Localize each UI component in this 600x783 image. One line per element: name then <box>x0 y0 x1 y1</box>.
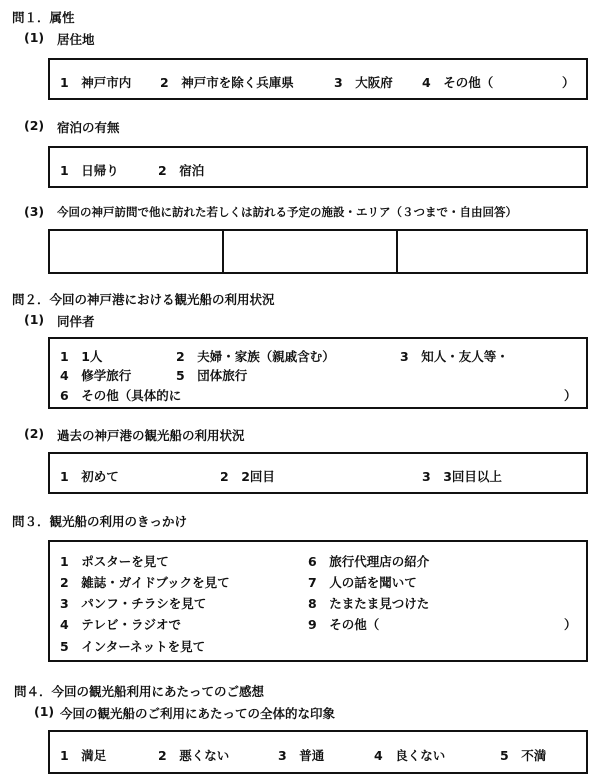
q4-1-option-1[interactable]: 1 満足 <box>60 748 107 763</box>
q4-1-title: 今回の観光船のご利用にあたっての全体的な印象 <box>60 706 336 721</box>
q1-3-free-answer-3[interactable] <box>398 231 586 272</box>
q3-answer-box <box>48 540 588 662</box>
q3-close-paren: ） <box>564 617 577 632</box>
q4-1-option-5[interactable]: 5 不満 <box>500 748 547 763</box>
q1-3-title: 今回の神戸訪問で他に訪れた若しくは訪れる予定の施設・エリア（３つまで・自由回答） <box>57 205 517 219</box>
q2-2-title: 過去の神戸港の観光船の利用状況 <box>57 428 245 443</box>
q1-1-option-3[interactable]: 3 大阪府 <box>334 75 393 90</box>
q2-1-option-1[interactable]: 1 1人 <box>60 349 103 364</box>
q1-1-close-paren: ） <box>562 75 575 90</box>
q2-2-label: (2) <box>24 426 45 441</box>
q2-1-option-3[interactable]: 3 知人・友人等・ <box>400 349 509 364</box>
q1-3-label: (3) <box>24 204 45 219</box>
q2-1-option-5[interactable]: 5 団体旅行 <box>176 368 248 383</box>
q2-heading: 問２．今回の神戸港における観光船の利用状況 <box>12 292 275 307</box>
q1-1-answer-box <box>48 58 588 100</box>
q1-2-label: (2) <box>24 118 45 133</box>
q1-1-option-1[interactable]: 1 神戸市内 <box>60 75 132 90</box>
q1-1-title: 居住地 <box>57 32 95 47</box>
q1-2-option-2[interactable]: 2 宿泊 <box>158 163 205 178</box>
q2-1-answer-box <box>48 337 588 409</box>
q3-option-6[interactable]: 6 旅行代理店の紹介 <box>308 554 430 569</box>
q1-1-label: (1) <box>24 30 45 45</box>
q3-heading: 問３．観光船の利用のきっかけ <box>12 514 188 529</box>
q1-heading: 問１．属性 <box>12 10 75 25</box>
q3-option-7[interactable]: 7 人の話を聞いて <box>308 575 417 590</box>
q4-1-option-4[interactable]: 4 良くない <box>374 748 446 763</box>
q2-2-option-2[interactable]: 2 2回目 <box>220 469 275 484</box>
q3-option-2[interactable]: 2 雑誌・ガイドブックを見て <box>60 575 230 590</box>
q1-3-answer-box <box>48 229 588 274</box>
q4-heading: 問４．今回の観光船利用にあたってのご感想 <box>14 684 265 699</box>
q1-1-option-4[interactable]: 4 その他（ <box>422 75 494 90</box>
q3-option-4[interactable]: 4 テレビ・ラジオで <box>60 617 181 632</box>
q2-1-close-paren: ） <box>564 388 577 403</box>
q2-1-option-4[interactable]: 4 修学旅行 <box>60 368 132 383</box>
q1-2-answer-box <box>48 146 588 188</box>
q3-option-8[interactable]: 8 たまたま見つけた <box>308 596 430 611</box>
q3-option-5[interactable]: 5 インターネットを見て <box>60 639 206 654</box>
q2-1-title: 同伴者 <box>57 314 95 329</box>
q2-2-option-1[interactable]: 1 初めて <box>60 469 119 484</box>
q4-1-answer-box <box>48 730 588 774</box>
q2-1-label: (1) <box>24 312 45 327</box>
q4-1-option-2[interactable]: 2 悪くない <box>158 748 230 763</box>
q3-option-1[interactable]: 1 ポスターを見て <box>60 554 169 569</box>
q3-option-9[interactable]: 9 その他（ <box>308 617 380 632</box>
q2-1-option-6[interactable]: 6 その他（具体的に <box>60 388 182 403</box>
q3-option-3[interactable]: 3 パンフ・チラシを見て <box>60 596 207 611</box>
q2-2-option-3[interactable]: 3 3回目以上 <box>422 469 502 484</box>
q1-1-option-2[interactable]: 2 神戸市を除く兵庫県 <box>160 75 294 90</box>
q4-1-option-3[interactable]: 3 普通 <box>278 748 325 763</box>
q2-1-option-2[interactable]: 2 夫婦・家族（親戚含む） <box>176 349 335 364</box>
q1-2-option-1[interactable]: 1 日帰り <box>60 163 119 178</box>
q2-2-answer-box <box>48 452 588 494</box>
q1-3-free-answer-2[interactable] <box>224 231 396 272</box>
q4-1-label: (1) <box>34 704 55 719</box>
q1-3-free-answer-1[interactable] <box>50 231 222 272</box>
q1-2-title: 宿泊の有無 <box>57 120 120 135</box>
